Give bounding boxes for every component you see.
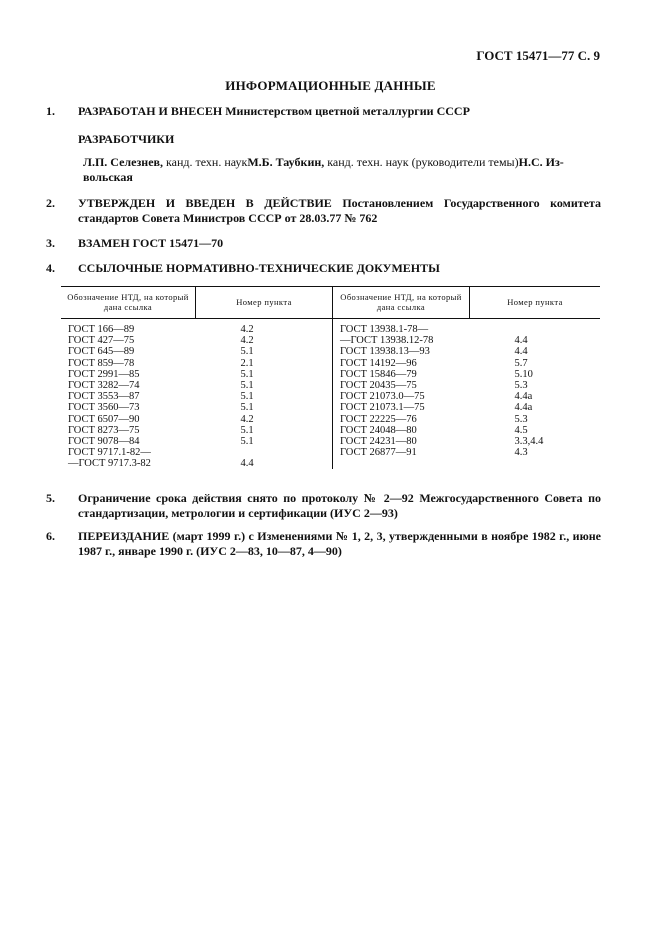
developer-3-name: Н.С. Из-вольская — [83, 155, 564, 184]
table-cell: 4.2 — [240, 324, 254, 335]
table-cell: ГОСТ 2991—85 — [68, 368, 140, 380]
right-docs-column — [333, 319, 470, 470]
table-cell: 5.1 — [240, 379, 254, 391]
table-cell: ГОСТ 24048—80 — [340, 424, 417, 436]
table-cell: ГОСТ 21073.1—75 — [340, 402, 425, 414]
page-header: ГОСТ 15471—77 С. 9 — [476, 48, 600, 63]
item-5 — [46, 491, 601, 521]
item-1-number: 1. — [46, 104, 55, 118]
developer-2-name: М.Б. Таубкин, — [247, 155, 325, 169]
table-cell: 4.2 — [240, 335, 254, 347]
table-cell: ГОСТ 3560—73 — [68, 402, 140, 414]
table-cell: 5.1 — [240, 391, 254, 403]
table-cell: 4.4а — [514, 391, 533, 403]
table-cell: 2.1 — [240, 357, 254, 369]
table-cell: 3.3,4.4 — [514, 435, 544, 447]
table-cell: —ГОСТ 9717.3-82 — [68, 458, 151, 470]
right-points-column — [470, 319, 601, 470]
table-cell: ГОСТ 3282—74 — [68, 379, 140, 391]
table-cell: 5.1 — [240, 424, 254, 436]
table-cell: 5.3 — [514, 379, 528, 391]
item-6-text: ПЕРЕИЗДАНИЕ (март 1999 г.) с Изменениями № 1, 2, 3, утвержденными в ноябре 1982 г., июне 1987 г., январе 1990 г. (ИУС 2—83, 10—87, 4—90) — [78, 529, 601, 558]
table-cell — [241, 447, 333, 458]
table-cell: 5.1 — [240, 346, 254, 358]
item-3 — [46, 236, 601, 251]
table-cell: 4.4 — [514, 335, 528, 347]
developer-1-name: Л.П. Селезнев, — [83, 155, 164, 169]
table-cell: 4.3 — [514, 447, 528, 459]
item-1 — [46, 104, 601, 119]
item-2-number: 2. — [46, 196, 55, 210]
item-3-text: ВЗАМЕН ГОСТ 15471—70 — [78, 236, 224, 250]
table-cell: 5.1 — [240, 435, 254, 447]
table-cell: ГОСТ 13938.13—93 — [340, 346, 430, 358]
table-cell: 4.4 — [514, 346, 528, 358]
header-doc-left: Обозначение НТД, на который дана ссылка — [61, 287, 196, 319]
table-cell: 5.1 — [240, 402, 254, 414]
table-cell: 5.10 — [514, 368, 533, 380]
table-cell: ГОСТ 26877—91 — [340, 447, 417, 459]
header-doc-right: Обозначение НТД, на который дана ссылка — [333, 287, 470, 319]
left-points-column — [196, 319, 333, 470]
table-cell: ГОСТ 9078—84 — [68, 435, 140, 447]
table-cell — [515, 324, 601, 335]
header-point-left: Номер пункта — [196, 287, 333, 319]
table-cell: 5.7 — [514, 357, 528, 369]
section-title: ИНФОРМАЦИОННЫЕ ДАННЫЕ — [225, 78, 436, 93]
developer-1-degree: канд. техн. наук — [163, 155, 248, 169]
table-cell: ГОСТ 14192—96 — [340, 357, 417, 369]
table-cell: 5.3 — [514, 413, 528, 425]
table-cell: ГОСТ 21073.0—75 — [340, 391, 425, 403]
item-4-text: ССЫЛОЧНЫЕ НОРМАТИВНО-ТЕХНИЧЕСКИЕ ДОКУМЕНТЫ — [78, 261, 440, 275]
table-cell: ГОСТ 427—75 — [68, 335, 135, 347]
table-cell: ГОСТ 8273—75 — [68, 424, 140, 436]
item-2-text: УТВЕРЖДЕН И ВВЕДЕН В ДЕЙСТВИЕ Постановлением Государственного комитета стандартов Совета Министров СССР от 28.03.77 № 762 — [78, 196, 601, 225]
item-5-number: 5. — [46, 491, 55, 505]
header-point-right: Номер пункта — [470, 287, 601, 319]
item-4 — [46, 261, 601, 276]
table-cell: ГОСТ 6507—90 — [68, 413, 140, 425]
table-cell: ГОСТ 3553—87 — [68, 391, 140, 403]
item-6-number: 6. — [46, 529, 55, 543]
table-cell: ГОСТ 15846—79 — [340, 368, 417, 380]
developers-list — [83, 155, 601, 185]
table-cell: ГОСТ 24231—80 — [340, 435, 417, 447]
item-1-text: РАЗРАБОТАН И ВНЕСЕН Министерством цветной металлургии СССР — [78, 104, 470, 118]
table-cell: ГОСТ 9717.1-82— — [68, 447, 151, 459]
developers-heading: РАЗРАБОТЧИКИ — [78, 132, 175, 146]
item-4-number: 4. — [46, 261, 55, 275]
item-6 — [46, 529, 601, 559]
table-cell: ГОСТ 859—78 — [68, 357, 135, 369]
references-table — [61, 286, 600, 469]
table-cell: ГОСТ 20435—75 — [340, 379, 417, 391]
table-cell: 4.4 — [240, 458, 254, 470]
table-cell: 4.2 — [240, 413, 254, 425]
table-cell: 4.5 — [514, 424, 528, 436]
left-docs-column — [61, 319, 196, 470]
table-cell: 5.1 — [240, 368, 254, 380]
table-cell: ГОСТ 13938.1-78— — [340, 324, 429, 335]
table-cell: —ГОСТ 13938.12-78 — [340, 335, 434, 347]
table-body-row — [61, 319, 600, 470]
table-cell: 4.4а — [514, 402, 533, 414]
item-5-text: Ограничение срока действия снято по протоколу № 2—92 Межгосударственного Совета по стандартизации, метрологии и сертификации (ИУС 2—93) — [78, 491, 601, 520]
table-cell: ГОСТ 22225—76 — [340, 413, 417, 425]
item-2 — [46, 196, 601, 226]
item-3-number: 3. — [46, 236, 55, 250]
table-header-row — [61, 287, 600, 319]
table-cell: ГОСТ 645—89 — [68, 346, 135, 358]
table-cell: ГОСТ 166—89 — [68, 324, 135, 335]
developer-2-degree: канд. техн. наук (руководители темы) — [324, 155, 519, 169]
